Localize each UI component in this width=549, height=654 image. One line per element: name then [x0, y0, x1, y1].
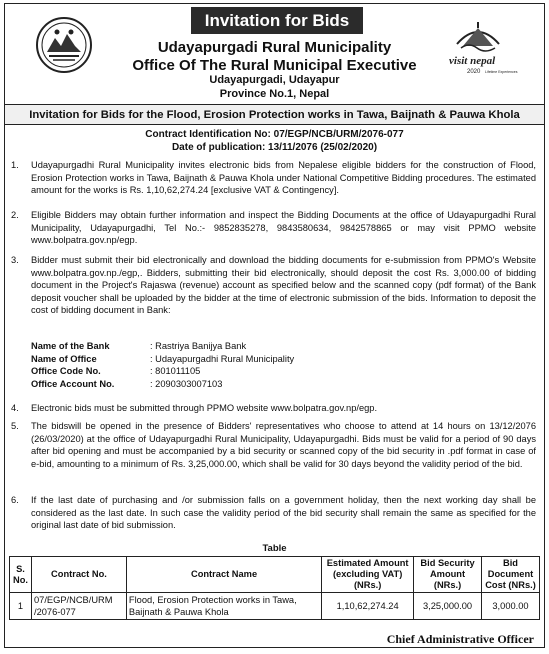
paragraph-text: Bidder must submit their bid electronically and download the bidding documents for e-submission from PPMO's Website www.bolpatra.gov.np./egp,. Bidders, submitting their bid electronically, should deposit the cost Rs. 3,000.00 of bidding document in the Project's Rajaswa (revenue) account as specified below and the scanned copy (pdf format) of the Bank deposit voucher shall be uploaded by the bidder at the time of electronic submission of the bids. Information to deposit the cost of bidding document in Bank: [31, 255, 536, 315]
bid-table [9, 556, 540, 620]
bank-row-label: Name of Office [31, 353, 97, 364]
header-contract-name: Contract Name [126, 557, 321, 593]
paragraph-number: 3. [11, 255, 19, 265]
contract-identification: Contract Identification No: 07/EGP/NCB/URM/2076-077 [145, 129, 404, 140]
cell-sno: 1 [10, 593, 32, 620]
municipality-name: Udayapurgadi Rural Municipality [157, 39, 392, 56]
cell-contract-no: 07/EGP/NCB/URM /2076-077 [31, 593, 126, 620]
bank-row-value: : Rastriya Banijya Bank [150, 341, 247, 351]
cell-document-cost: 3,000.00 [482, 593, 540, 620]
header-document-cost: Bid Document Cost (NRs.) [482, 557, 540, 593]
bank-details [31, 340, 294, 390]
paragraph-text: If the last date of purchasing and /or submission falls on a government holiday, then the next working day shall be considered as the last date. In such case the validity period of the bid security shall remain the same as specified for the original last date of bid submission. [31, 495, 536, 530]
visit-nepal-tagline: Lifetime Experiences [485, 70, 518, 74]
visit-nepal-brand: visit nepal [449, 55, 496, 67]
bank-row-label: Office Account No. [31, 378, 115, 389]
paragraph-number: 4. [11, 403, 19, 413]
header-bid-security: Bid Security Amount (NRs.) [414, 557, 482, 593]
visit-nepal-year: 2020 [467, 69, 481, 75]
bank-row-value: : 801011105 [150, 366, 201, 376]
signature: Chief Administrative Officer [386, 632, 534, 646]
province-line: Province No.1, Nepal [219, 88, 330, 100]
bank-row [31, 353, 294, 366]
publication-date: Date of publication: 13/11/2076 (25/02/2020) [171, 142, 378, 153]
office-name: Office Of The Rural Municipal Executive [132, 57, 417, 74]
paragraph-text: The bidswill be opened in the presence of Bidders' representatives who choose to attend at 14 hours on 13/12/2076 (26/03/2020) at the office of Udayapurgadhi Rural Municipality, Udayapurgadhi. Bids must be valid for a period of 90 days after bid opening and must be accompanied by a bid security or scanned copy of the bid security in .pdf format in case of e-bid, amounting to a minimum of Rs. 3,25,000.00, which shall be valid for 30 days beyond the validity period of the bid. [31, 421, 536, 469]
paragraph-number: 1. [11, 160, 19, 170]
paragraph-number: 6. [11, 495, 19, 505]
bank-row [31, 365, 294, 378]
bank-row-label: Name of the Bank [31, 341, 110, 351]
table-header-row [10, 557, 540, 593]
banner: Invitation for Bids [191, 7, 363, 34]
header-sno: S. No. [10, 557, 32, 593]
paragraph-number: 2. [11, 210, 19, 220]
header-contract-no: Contract No. [31, 557, 126, 593]
paragraph-text: Electronic bids must be submitted through PPMO website www.bolpatra.gov.np/egp. [31, 403, 378, 413]
cell-contract-name: Flood, Erosion Protection works in Tawa, Baijnath & Pauwa Khola [126, 593, 321, 620]
table-title: Table [262, 543, 287, 554]
table-row [10, 593, 540, 620]
paragraph-text: Eligible Bidders may obtain further information and inspect the Bidding Documents at the office of Udayapurgadhi Rural Municipality, Udayapurgadhi, Tel No.:- 9852835278, 9843580634, 9842578865 or may visit PPMO website www.bolpatra.gov.np/egp. [31, 210, 536, 245]
bank-row-value: : 2090303007103 [150, 378, 223, 389]
notice-title: Invitation for Bids for the Flood, Erosion Protection works in Tawa, Baijnath & Pauwa Khola [5, 104, 544, 125]
notice-page [4, 3, 545, 648]
cell-estimated-amount: 1,10,62,274.24 [322, 593, 414, 620]
paragraph-number: 5. [11, 421, 19, 431]
cell-bid-security: 3,25,000.00 [414, 593, 482, 620]
address-line: Udayapurgadi, Udayapur [209, 74, 340, 86]
bank-row [31, 378, 294, 391]
paragraph-text: Udayapurgadhi Rural Municipality invites electronic bids from Nepalese eligible bidders for the construction of Flood, Erosion Protection works in Tawa, Baijnath & Pauwa Khola under National Competitive Bidding procedures. The estimated amount for the works is Rs. 1,10,62,274.24 [exclusive VAT & Contingency]. [31, 160, 536, 195]
bank-row [31, 340, 294, 353]
bank-row-label: Office Code No. [31, 366, 101, 376]
header-estimated-amount: Estimated Amount (excluding VAT) (NRs.) [322, 557, 414, 593]
bank-row-value: : Udayapurgadhi Rural Municipality [150, 353, 295, 364]
